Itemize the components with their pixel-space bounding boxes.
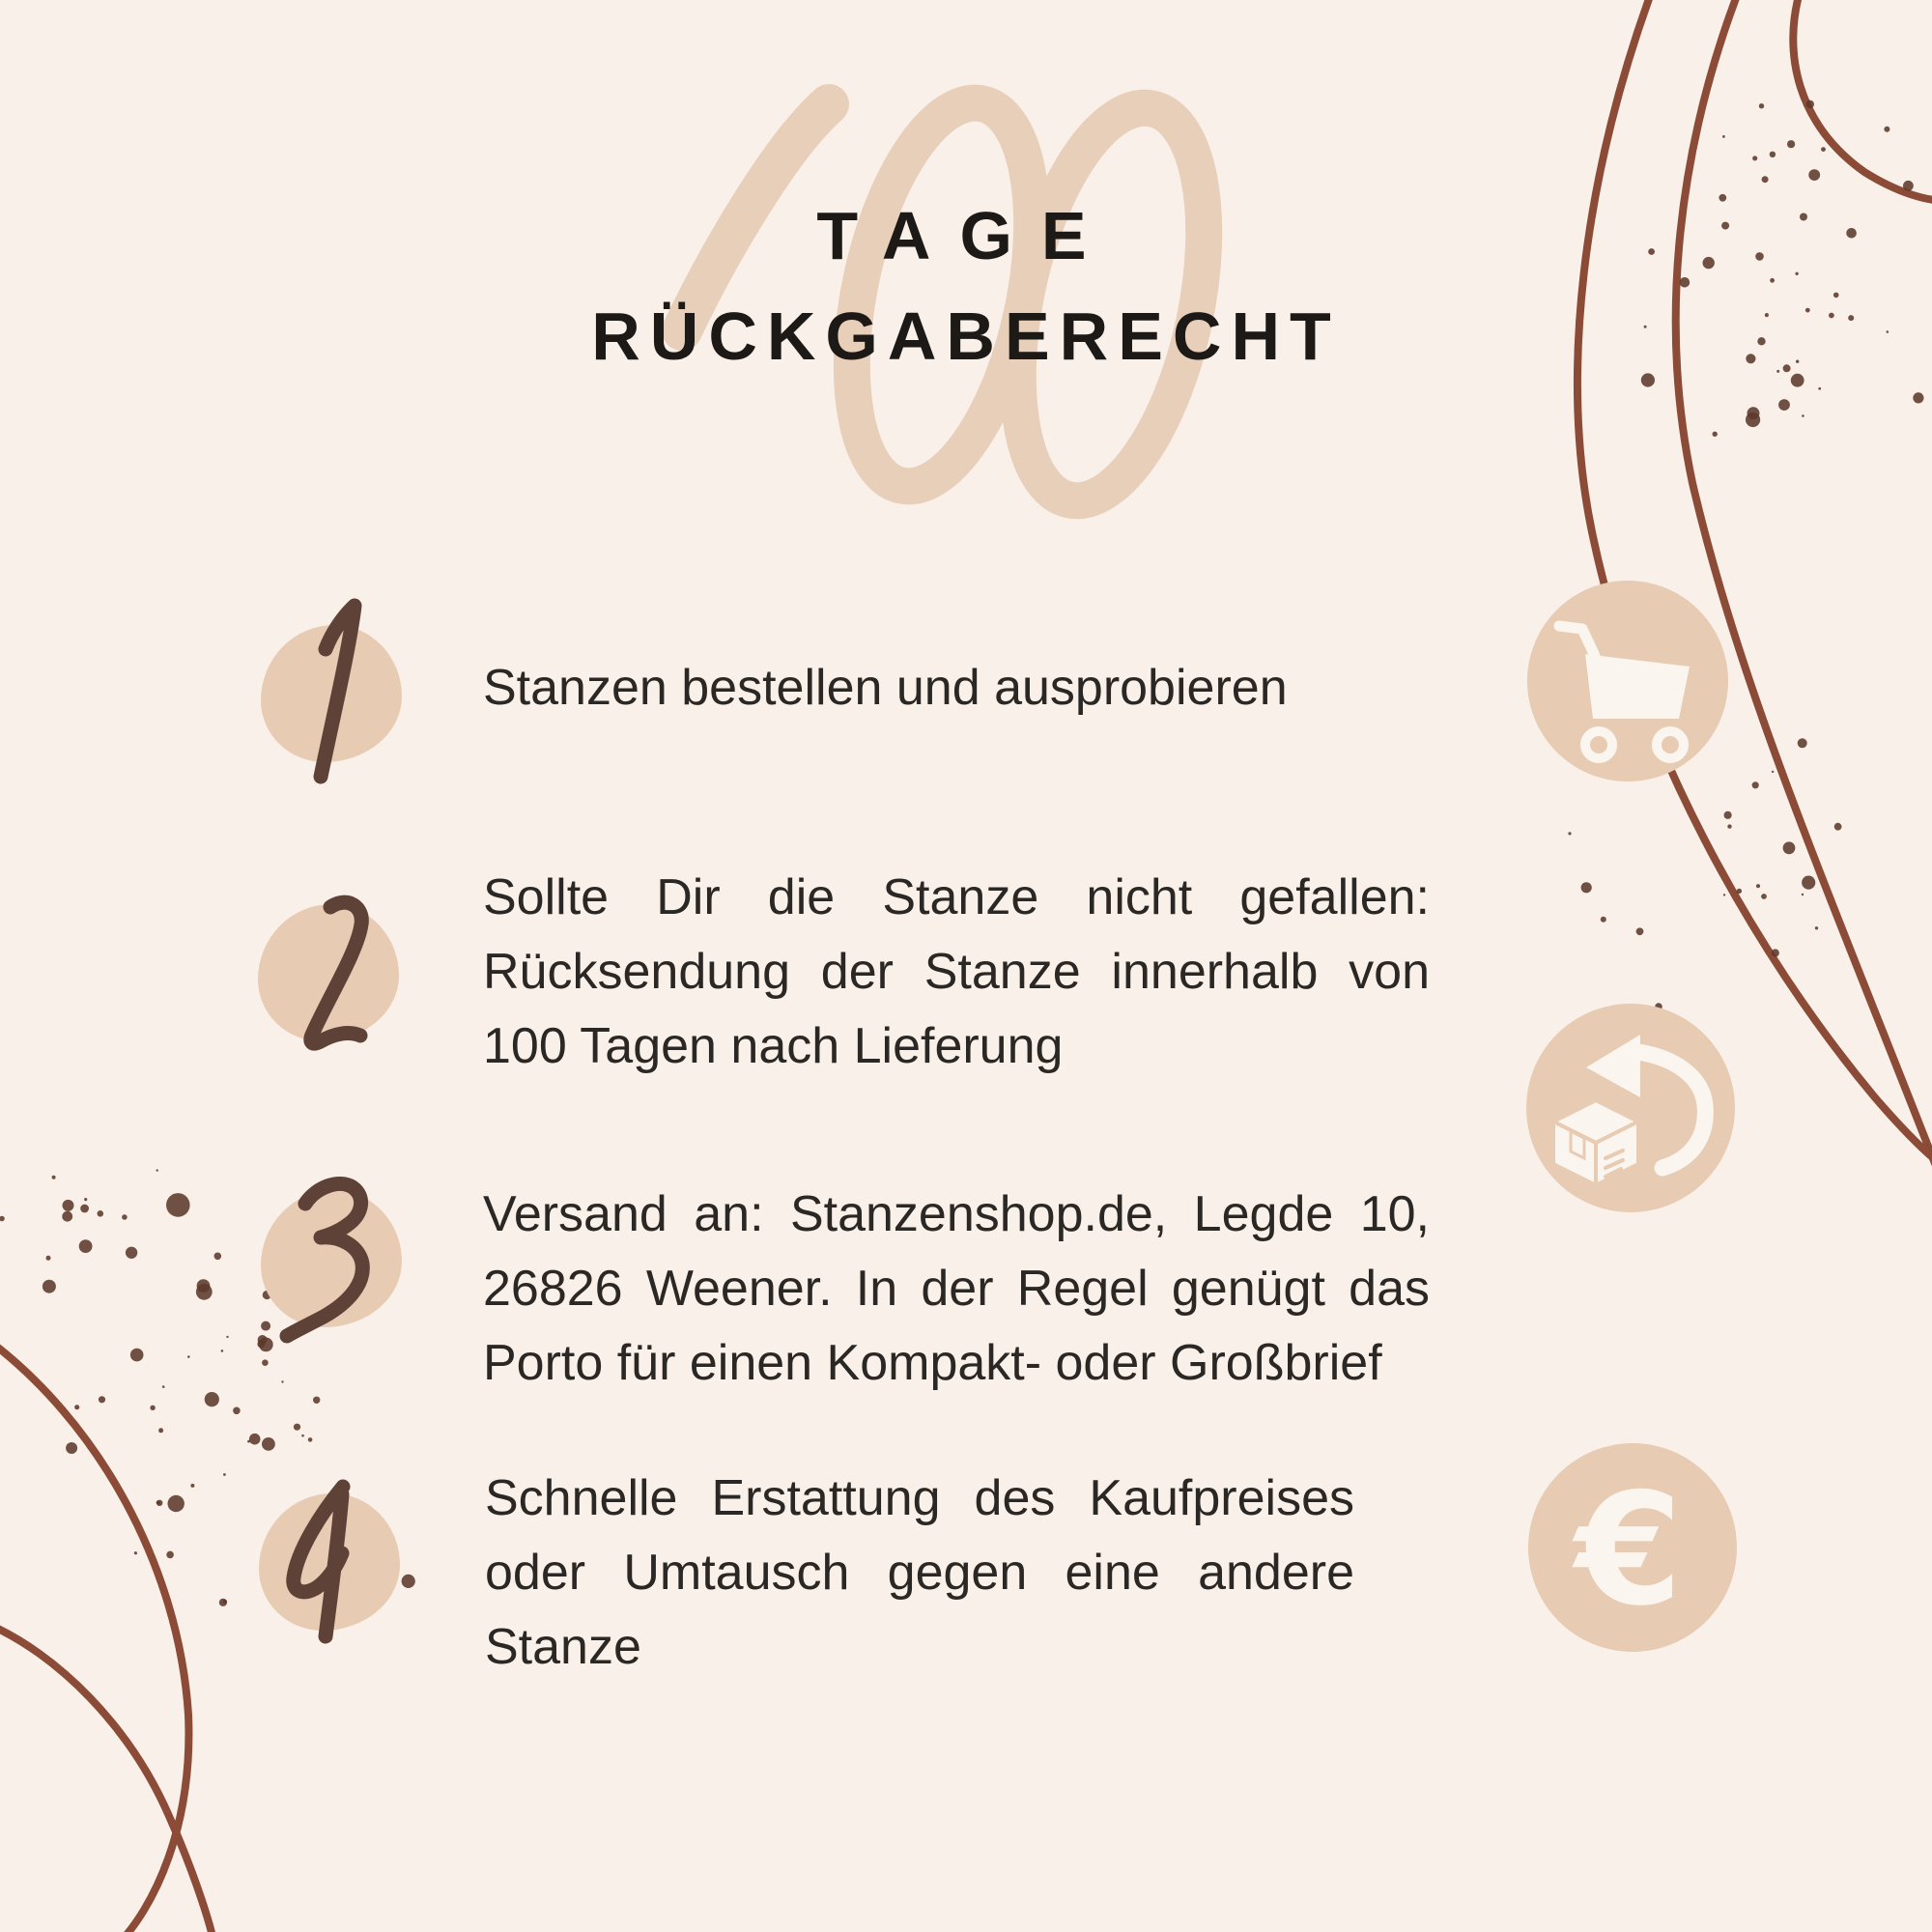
step-text-line: 100 Tagen nach Lieferung <box>483 1018 1064 1074</box>
euro-icon <box>1528 1443 1737 1652</box>
step-text-line: Sollte Dir die Stanze nicht gefallen: <box>483 869 1430 925</box>
shopping-cart-icon <box>1527 581 1728 781</box>
step-4-text <box>485 1462 1354 1685</box>
step-3-number-icon <box>235 1162 428 1355</box>
step-text-line: 26826 Weener. In der Regel genügt das <box>483 1261 1430 1317</box>
title-line-tage: TAGE <box>816 198 1116 273</box>
step-1-text <box>483 649 1439 726</box>
euro-glyph: € <box>1575 1459 1683 1640</box>
corner-lines-bottom-left <box>0 1338 214 1932</box>
step-1-number-icon <box>235 597 428 790</box>
step-2-number-icon <box>232 876 425 1069</box>
step-text-line: Porto für einen Kompakt- oder Großbrief <box>483 1335 1382 1391</box>
title-line-rueckgaberecht: RÜCKGABERECHT <box>591 298 1341 374</box>
step-3-text <box>483 1178 1430 1401</box>
step-text-line: Stanze <box>485 1619 641 1675</box>
step-text-line: oder Umtausch gegen eine andere <box>485 1545 1354 1601</box>
title-block <box>0 185 1932 386</box>
step-text-line: Stanzen bestellen und ausprobieren <box>483 660 1288 716</box>
step-text-line: Schnelle Erstattung des Kaufpreises <box>485 1470 1354 1526</box>
package-return-icon <box>1526 1004 1735 1212</box>
step-2-text <box>483 861 1430 1084</box>
step-4-number-icon <box>233 1465 426 1659</box>
step-text-line: Rücksendung der Stanze innerhalb von <box>483 944 1430 1000</box>
step-text-line: Versand an: Stanzenshop.de, Legde 10, <box>483 1186 1430 1242</box>
